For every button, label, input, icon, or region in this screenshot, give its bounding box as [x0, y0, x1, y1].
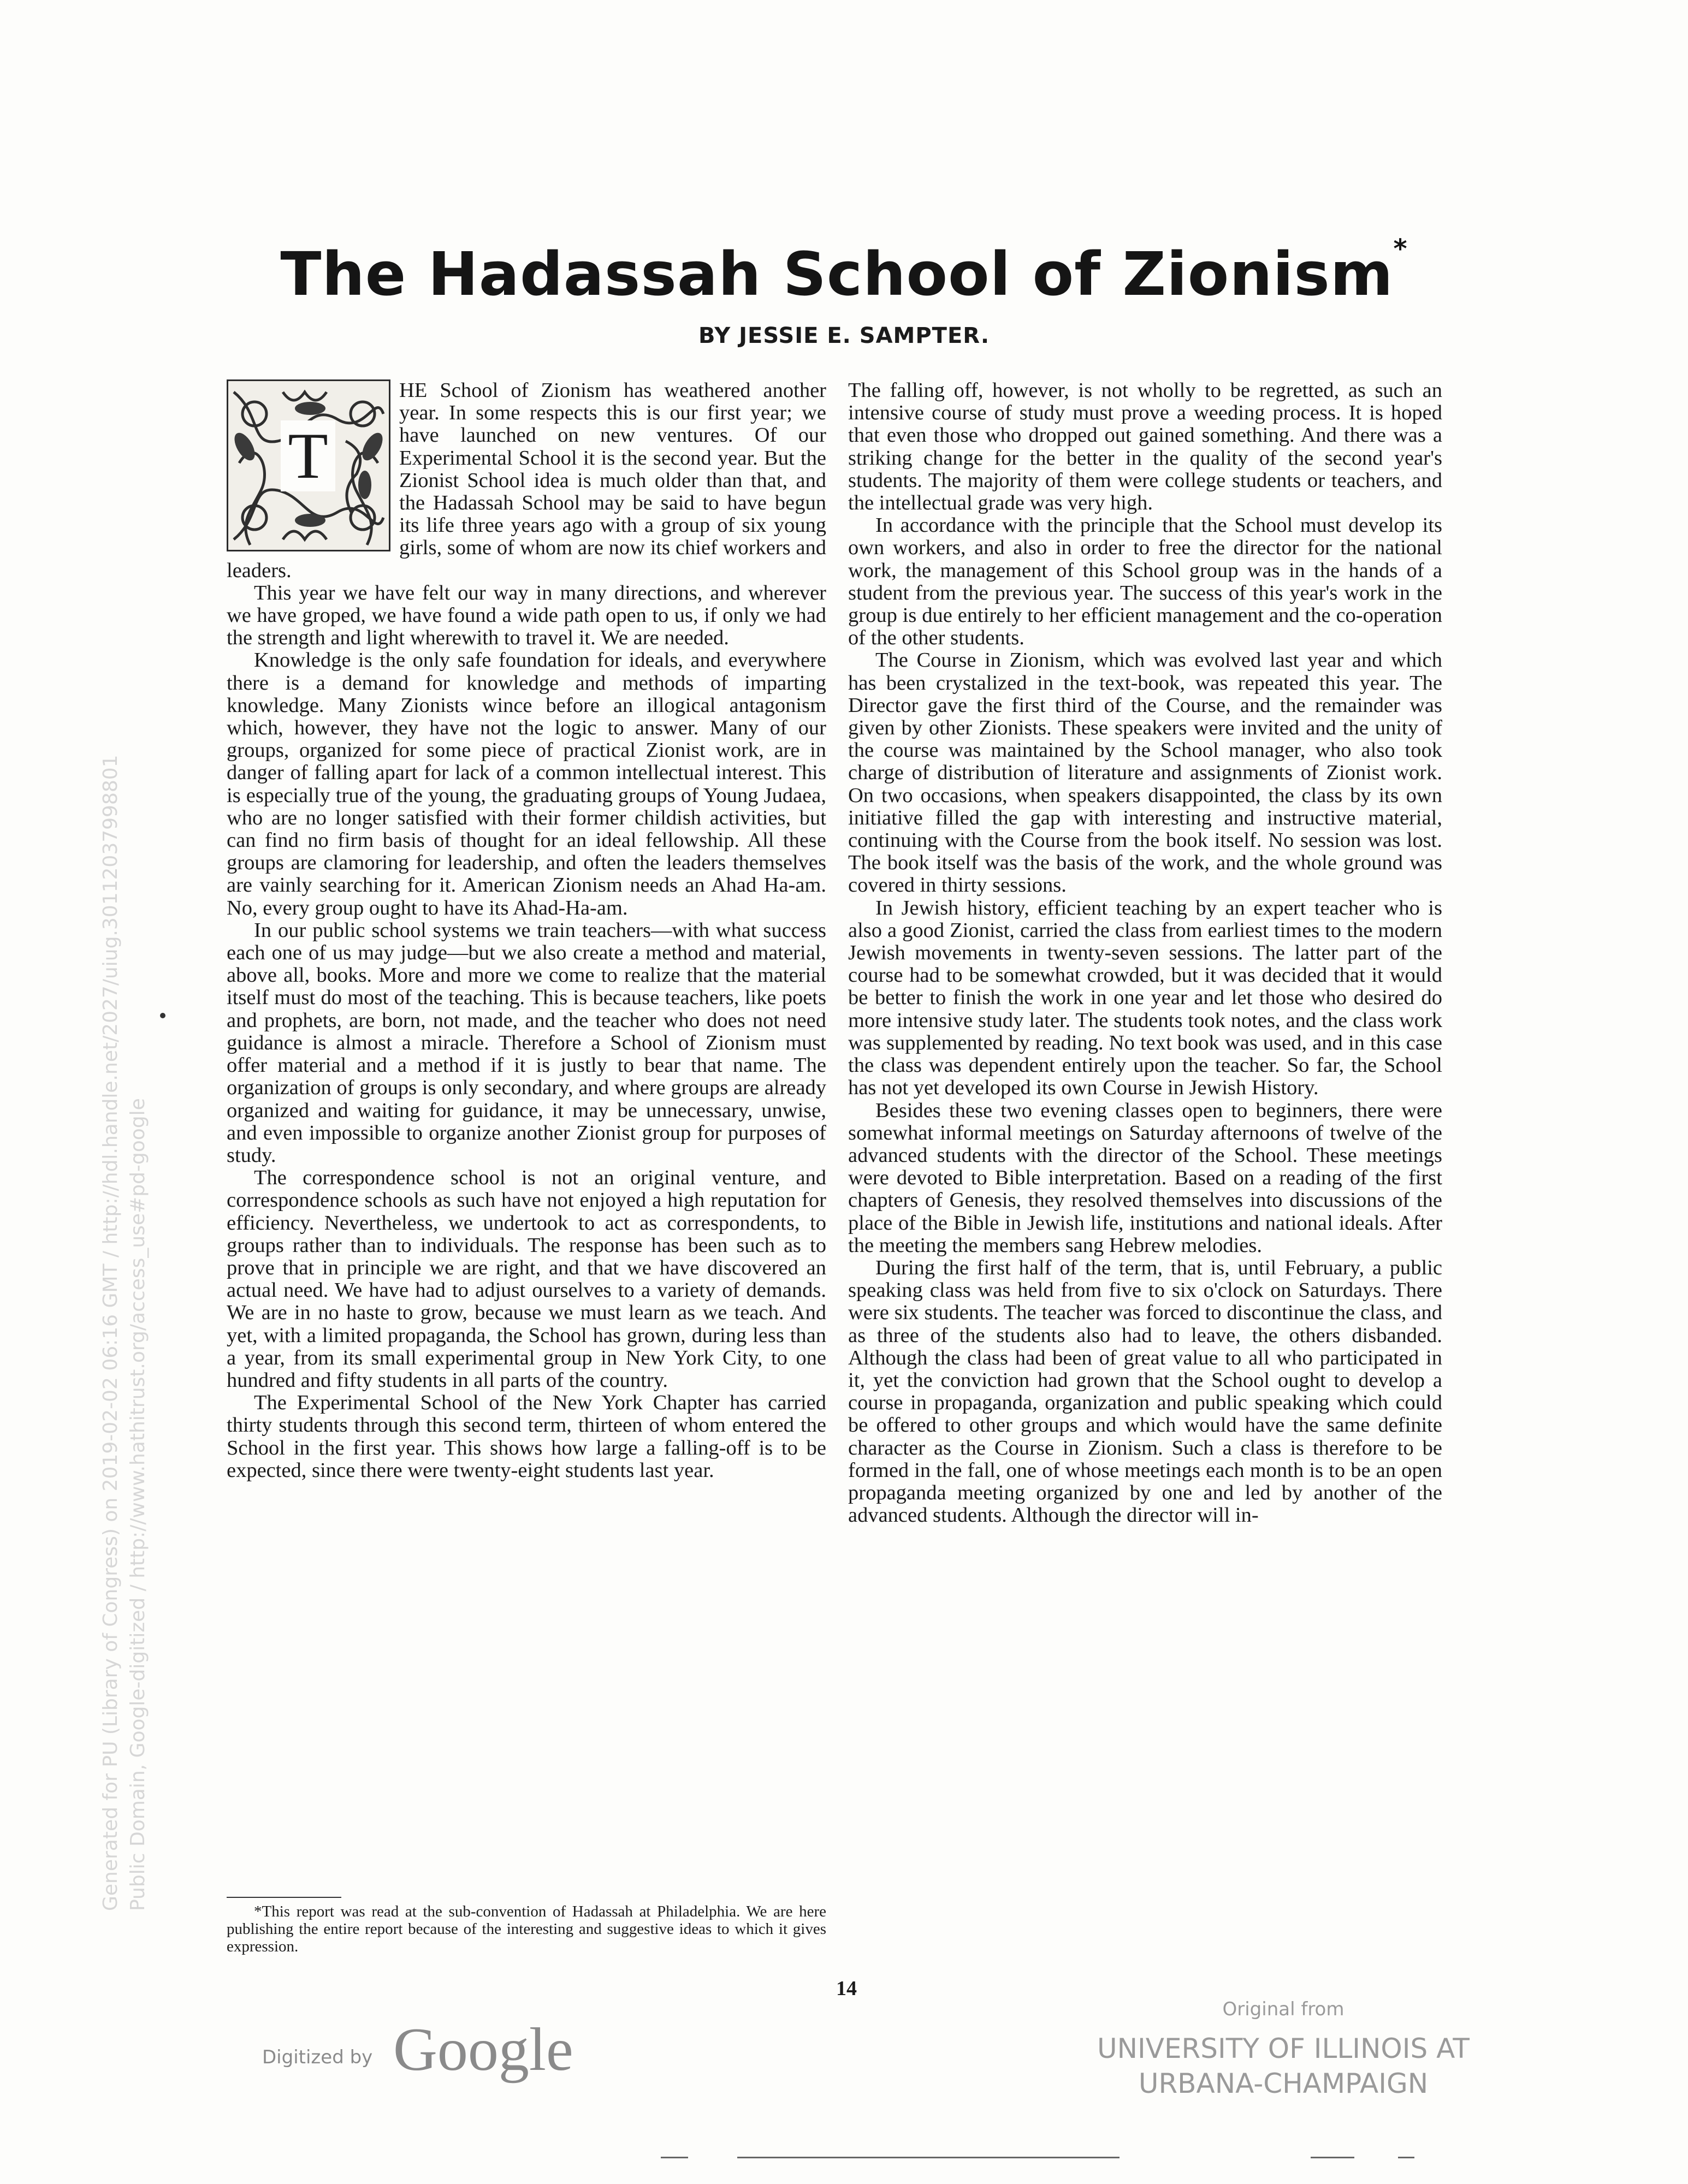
scan-edge-mark — [1311, 2157, 1354, 2158]
article-title — [0, 234, 1688, 309]
paragraph: HE School of Zionism has weathered another year. In some respects this is our first year; we have launched on new ventures. Of our Experimental School it is the second year. But the Zionist School idea is much older than that, and the Hadassah School may be said to have begun its life three years ago with a group of six young girls, some of whom are now its chief workers and leaders. — [227, 379, 826, 582]
paragraph: Knowledge is the only safe foundation for ideals, and everywhere there is a demand for knowledge and methods of imparting knowledge. Many Zionists wince before an illogical antagonism which, however, they have not the logic to answer. Many of our groups, organized for some piece of practical Zionist work, are in danger of falling apart for lack of a common intellectual interest. This is especially true of the young, the graduating groups of Young Judaea, who are no longer satisfied with their former childish activities, but can find no firm basis of thought for an ideal fellowship. All these groups are clamoring for leadership, and often the leaders themselves are vainly searching for it. American Zionism needs an Ahad Ha-am. No, every group ought to have its Ahad-Ha-am. — [227, 649, 826, 919]
scan-speck — [160, 1013, 165, 1018]
scan-edge-mark — [737, 2157, 1120, 2158]
paragraph: This year we have felt our way in many directions, and wherever we have groped, we have found a wide path open to us, if only we had the strength and light wherewith to travel it. We are needed. — [227, 581, 826, 650]
digitized-label: Digitized by — [262, 2046, 373, 2068]
drop-cap-letter: T — [281, 420, 335, 491]
paragraph: In Jewish history, efficient teaching by an expert teacher who is also a good Zionist, carried the class from earliest times to the modern Jewish movements in twenty-seven sessions. The latter part of the course had to be somewhat crowded, but it was decided that it would be better to finish the work in one year and let those who desired do more intensive study later. The students took notes, and the class work was supplemented by reading. No text book was used, and in this case the class was dependent entirely upon the teacher. So far, the School has not yet developed its own Course in Jewish History. — [848, 896, 1442, 1100]
article-title-text: The Hadassah School of Zionism — [280, 239, 1394, 309]
paragraph: In our public school systems we train teachers—with what success each one of us may judge—but we also create a method and material, above all, books. More and more we come to realize that the material itself must do most of the teaching. This is because teachers, like poets and prophets, are born, not made, and the teacher who does not need guidance is almost a miracle. Therefore a School of Zionism must offer material and a method if it is justly to bear that name. The organization of groups is only secondary, and where groups are already organized and waiting for guidance, it may be unnecessary, unwise, and even impossible to organize another Zionist group for purposes of study. — [227, 918, 826, 1167]
ornamental-initial — [227, 379, 390, 551]
footnote-divider — [227, 1897, 341, 1898]
institution-line: UNIVERSITY OF ILLINOIS AT — [1097, 2033, 1470, 2064]
institution-line: URBANA-CHAMPAIGN — [1138, 2068, 1429, 2099]
institution-watermark — [1038, 2031, 1529, 2101]
original-from-label: Original from — [1222, 1998, 1345, 2020]
paragraph: The correspondence school is not an original venture, and correspondence schools as such have not enjoyed a high reputation for efficiency. Nevertheless, we undertook to act as correspondents, to groups rather than to individuals. The response has been such as to prove that in principle we are right, and that we have discovered an actual need. We have had to adjust ourselves to a variety of demands. We are in no haste to grow, because we must learn as we teach. And yet, with a limited propaganda, the School has grown, during less than a year, from its small experimental group in New York City, to one hundred and fifty students in all parts of the country. — [227, 1166, 826, 1392]
article-byline: BY JESSIE E. SAMPTER. — [698, 323, 990, 348]
footnote-text: *This report was read at the sub-convention of Hadassah at Philadelphia. We are here publishing the entire report because of the interesting and suggestive ideas to which it gives expression. — [227, 1903, 826, 1955]
right-column — [848, 379, 1442, 1527]
left-column — [227, 379, 826, 1482]
scan-edge-mark — [1398, 2157, 1414, 2158]
sidebar-line: Generated for PU (Library of Congress) on 2019-02-02 06:16 GMT / http://hdl.handle.net/2027/uiug.30112037998801 — [99, 755, 122, 1911]
hathitrust-sidebar — [97, 755, 152, 1911]
scan-edge-mark — [661, 2157, 688, 2158]
sidebar-line: Public Domain, Google-digitized / http://www.hathitrust.org/access_use#pd-google — [127, 1098, 149, 1911]
title-footnote-marker: * — [1393, 234, 1408, 264]
paragraph: In accordance with the principle that the School must develop its own workers, and also in order to free the director for the national work, the management of this School group was in the hands of a student from the previous year. The success of this year's work in the group is due entirely to her efficient management and the co-operation of the other students. — [848, 514, 1442, 650]
paragraph: Besides these two evening classes open to beginners, there were somewhat informal meetings on Saturday afternoons of twelve of the advanced students with the director of the School. These meetings were devoted to Bible interpretation. Based on a reading of the first chapters of Genesis, they resolved themselves into discussions of the place of the Bible in Jewish life, institutions and national ideals. After the meeting the members sang Hebrew melodies. — [848, 1099, 1442, 1257]
google-logo: Google — [393, 2016, 573, 2084]
paragraph: The Experimental School of the New York Chapter has carried thirty students through this second term, thirteen of whom entered the School in the first year. This shows how large a falling-off is to be expected, since there were twenty-eight students last year. — [227, 1391, 826, 1482]
footnote — [227, 1903, 826, 1955]
paragraph: During the first half of the term, that is, until February, a public speaking class was held from five to six o'clock on Saturdays. There were six students. The teacher was forced to discontinue the class, and as three of the students also had to leave, the others disbanded. Although the class had been of great value to all who participated in it, yet the conviction had grown that the School ought to develop a course in propaganda, organization and public speaking which could be offered to other groups and which would have the same definite character as the Course in Zionism. Such a class is therefore to be formed in the fall, one of whose meetings each month is to be an open propaganda meeting organized by one and led by another of the advanced students. Although the director will in- — [848, 1256, 1442, 1527]
page-number: 14 — [836, 1977, 857, 2000]
paragraph: The falling off, however, is not wholly to be regretted, as such an intensive course of study must prove a weeding process. It is hoped that even those who dropped out gained something. And there was a striking change for the better in the quality of the second year's students. The majority of them were college students or teachers, and the intellectual grade was very high. — [848, 379, 1442, 515]
paragraph: The Course in Zionism, which was evolved last year and which has been crystalized in the text-book, was repeated this year. The Director gave the first third of the Course, and the remainder was given by other Zionists. These speakers were invited and the unity of the course was maintained by the School manager, who also took charge of distribution of literature and assignments of Zionist work. On two occasions, when speakers disappointed, the class by its own initiative filled the gap with interesting and instructive material, continuing with the Course from the book itself. No session was lost. The book itself was the basis of the work, and the whole ground was covered in thirty sessions. — [848, 649, 1442, 897]
